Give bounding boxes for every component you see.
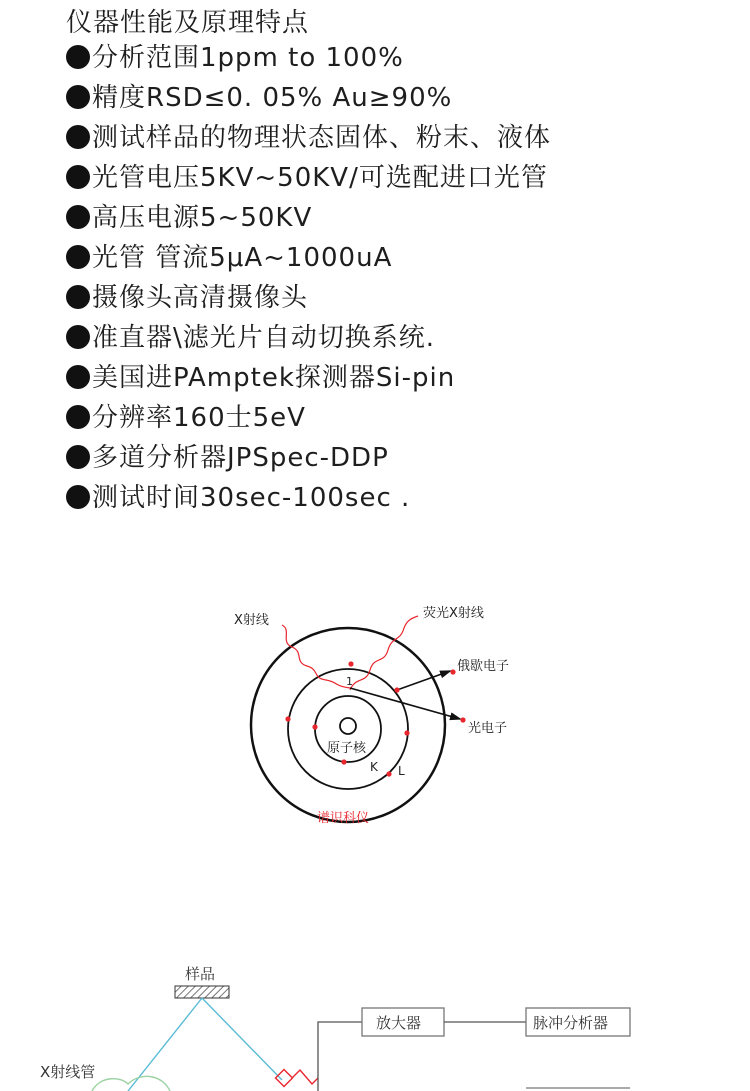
spec-list xyxy=(66,40,551,520)
nucleus-label: 原子核 xyxy=(327,741,367,756)
bullet-icon xyxy=(66,485,90,509)
spec-item xyxy=(66,240,551,280)
spec-text: 多道分析器JPSpec-DDP xyxy=(92,443,389,473)
fluorescence-xray-wave xyxy=(350,616,418,690)
bullet-icon xyxy=(66,245,90,269)
one-label: 1 xyxy=(346,675,353,688)
spec-item xyxy=(66,40,551,80)
spec-item xyxy=(66,80,551,120)
detector-icon xyxy=(276,1070,293,1087)
spec-text: 准直器\滤光片自动切换系统. xyxy=(92,323,436,353)
pulse-analyzer-label: 脉冲分析器 xyxy=(533,1014,609,1032)
spec-item xyxy=(66,320,551,360)
auger-arrow xyxy=(397,671,450,690)
nucleus xyxy=(340,718,356,734)
sample-label: 样品 xyxy=(185,965,216,983)
signal-wire xyxy=(318,1022,362,1091)
bullet-icon xyxy=(66,45,90,69)
bullet-icon xyxy=(66,445,90,469)
spec-text: 光管 管流5μA~1000uA xyxy=(92,243,393,273)
spec-text: 分辨率160士5eV xyxy=(92,403,306,433)
bullet-icon xyxy=(66,405,90,429)
spec-title: 仪器性能及原理特点 xyxy=(66,8,310,38)
bullet-icon xyxy=(66,165,90,189)
spec-text: 高压电源5~50KV xyxy=(92,203,313,233)
spec-item xyxy=(66,200,551,240)
bullet-icon xyxy=(66,325,90,349)
spec-text: 光管电压5KV~50KV/可选配进口光管 xyxy=(92,163,548,193)
spec-text: 摄像头高清摄像头 xyxy=(92,283,309,313)
photoelectron-label: 光电子 xyxy=(468,721,508,736)
bullet-icon xyxy=(66,125,90,149)
spec-item xyxy=(66,480,551,520)
spec-item xyxy=(66,160,551,200)
detector-line xyxy=(292,1070,318,1084)
spec-item xyxy=(66,280,551,320)
bullet-icon xyxy=(66,85,90,109)
xray-label: X射线 xyxy=(234,613,269,628)
spec-item xyxy=(66,440,551,480)
bullet-icon xyxy=(66,365,90,389)
auger-label: 俄歇电子 xyxy=(457,659,510,674)
bullet-icon xyxy=(66,205,90,229)
spec-text: 精度RSD≤0. 05% Au≥90% xyxy=(92,83,453,113)
bullet-icon xyxy=(66,285,90,309)
xray-tube-outline xyxy=(92,1076,170,1091)
spec-item xyxy=(66,400,551,440)
watermark: 谱识科仪 xyxy=(317,811,370,826)
outer-shell xyxy=(251,628,445,822)
k-label: K xyxy=(370,760,378,774)
spec-text: 分析范围1ppm to 100% xyxy=(92,43,404,73)
instrument-schematic xyxy=(0,950,750,1091)
spec-item xyxy=(66,120,551,160)
fluorescence-label: 荧光X射线 xyxy=(423,606,484,621)
spec-item xyxy=(66,360,551,400)
fluorescent-beam xyxy=(202,998,282,1080)
spec-text: 测试样品的物理状态固体、粉末、液体 xyxy=(92,123,552,153)
spec-text: 测试时间30sec-100sec . xyxy=(92,483,411,513)
l-label: L xyxy=(398,764,405,778)
sample-block xyxy=(175,986,229,998)
xray-tube-label: X射线管 xyxy=(40,1063,96,1081)
atom-diagram xyxy=(0,560,750,860)
amplifier-label: 放大器 xyxy=(376,1014,422,1032)
spec-text: 美国进PAmptek探测器Si-pin xyxy=(92,363,456,393)
